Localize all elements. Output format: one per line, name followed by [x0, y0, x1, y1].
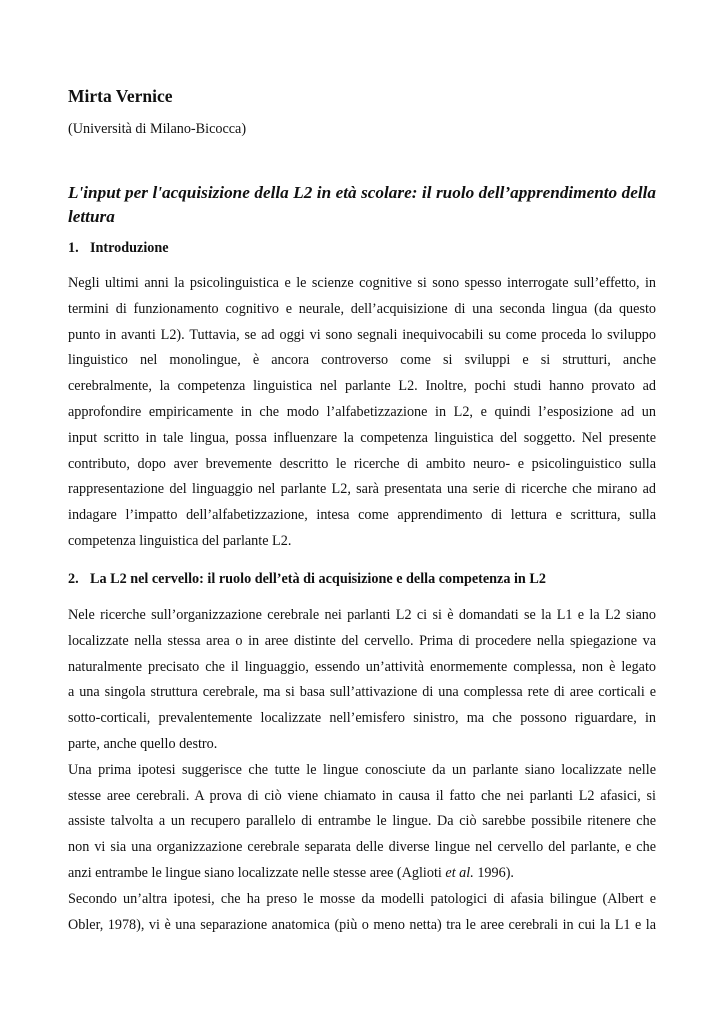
text-line: contributo, dopo aver brevemente descritto le ricerche di ambito neuro- e psicolinguistico sulla	[68, 455, 656, 472]
paragraph-introduzione	[68, 271, 656, 555]
text-line: non vi sia una organizzazione cerebrale separata delle diverse lingue nel cervello del parlante, e che	[68, 839, 656, 856]
section-number: 2.	[68, 571, 79, 587]
text-line: assiste talvolta a un recupero parallelo di entrambe le lingue. Da ciò sarebbe possibile ritenere che	[68, 813, 656, 830]
section-title: La L2 nel cervello: il ruolo dell’età di acquisizione e della competenza in L2	[90, 571, 546, 587]
section-heading-introduzione	[68, 240, 169, 257]
text-line: input scritto in tale lingua, possa influenzare la competenza linguistica del soggetto. Nel presente	[68, 429, 656, 446]
text-line: a una singola struttura cerebrale, ma si basa sull’attivazione di una complessa rete di aree corticali e	[68, 684, 656, 701]
text-line: termini di funzionamento cognitivo e neurale, dell’acquisizione di una seconda lingua (da questo	[68, 300, 656, 317]
text-line: sotto-corticali, prevalentemente localizzate nell’emisfero sinistro, ma che possono riguardare, in	[68, 710, 656, 727]
text-line: punto in avanti L2). Tuttavia, se ad oggi vi sono segnali inequivocabili su come proceda lo sviluppo	[68, 326, 656, 343]
author-affiliation: (Università di Milano-Bicocca)	[68, 121, 247, 137]
text-line: linguistico nel monolingue, è ancora controverso come si sviluppi e si strutturi, anche	[68, 352, 656, 369]
text-line: localizzate nella stessa area o in aree distinte del cervello. Prima di procedere nella spiegazione va	[68, 632, 656, 649]
text-line: Negli ultimi anni la psicolinguistica e le scienze cognitive si sono spesso interrogate sull’effetto, in	[68, 275, 656, 291]
text-line: naturalmente precisato che il linguaggio, essendo un’attività enormemente complessa, non è legato	[68, 658, 656, 675]
text-line: Secondo un’altra ipotesi, che ha preso le mosse da modelli patologici di afasia bilingue (Albert e	[68, 890, 656, 907]
citation-et-al: et al.	[445, 864, 474, 881]
text-line: cerebralmente, la competenza linguistica nel parlante L2. Inoltre, pochi studi hanno provato ad	[68, 378, 656, 395]
text-line: parte, anche quello destro.	[68, 735, 218, 752]
text-line: stesse aree cerebrali. A prova di ciò viene chiamato in causa il fatto che nei parlanti L2 afasici, si	[68, 787, 656, 804]
paper-title: L'input per l'acquisizione della L2 in età scolare: il ruolo dell’apprendimento della lettura	[68, 183, 656, 226]
text-line: approfondire empiricamente in che modo l’alfabetizzazione in L2, e quindi l’esposizione ad un	[68, 403, 656, 420]
text-line: Obler, 1978), vi è una separazione anatomica (più o meno netta) tra le aree cerebrali in cui la L1 e la	[68, 916, 656, 933]
citation-lead: anzi entrambe le lingue siano localizzate nelle stesse aree (Aglioti	[68, 864, 446, 881]
section-title: Introduzione	[90, 240, 169, 256]
text-line: Una prima ipotesi suggerisce che tutte le lingue conosciute da un parlante siano localizzate nelle	[68, 761, 656, 778]
text-line-with-citation	[68, 861, 656, 887]
text-line: rappresentazione del linguaggio nel parlante L2, sarà presentata una serie di ricerche che mirano ad	[68, 481, 656, 498]
author-name: Mirta Vernice	[68, 86, 173, 106]
text-line: indagare l’impatto dell’alfabetizzazione, intesa come apprendimento di lettura e scrittura, sulla	[68, 507, 656, 524]
section-heading-l2-nel-cervello	[68, 571, 546, 588]
paragraph-l2-nel-cervello	[68, 603, 656, 938]
citation-tail: 1996).	[473, 864, 514, 881]
text-line: Nele ricerche sull’organizzazione cerebrale nei parlanti L2 ci si è domandati se la L1 e la L2 siano	[68, 607, 656, 623]
text-line: competenza linguistica del parlante L2.	[68, 532, 292, 549]
section-number: 1.	[68, 240, 79, 256]
